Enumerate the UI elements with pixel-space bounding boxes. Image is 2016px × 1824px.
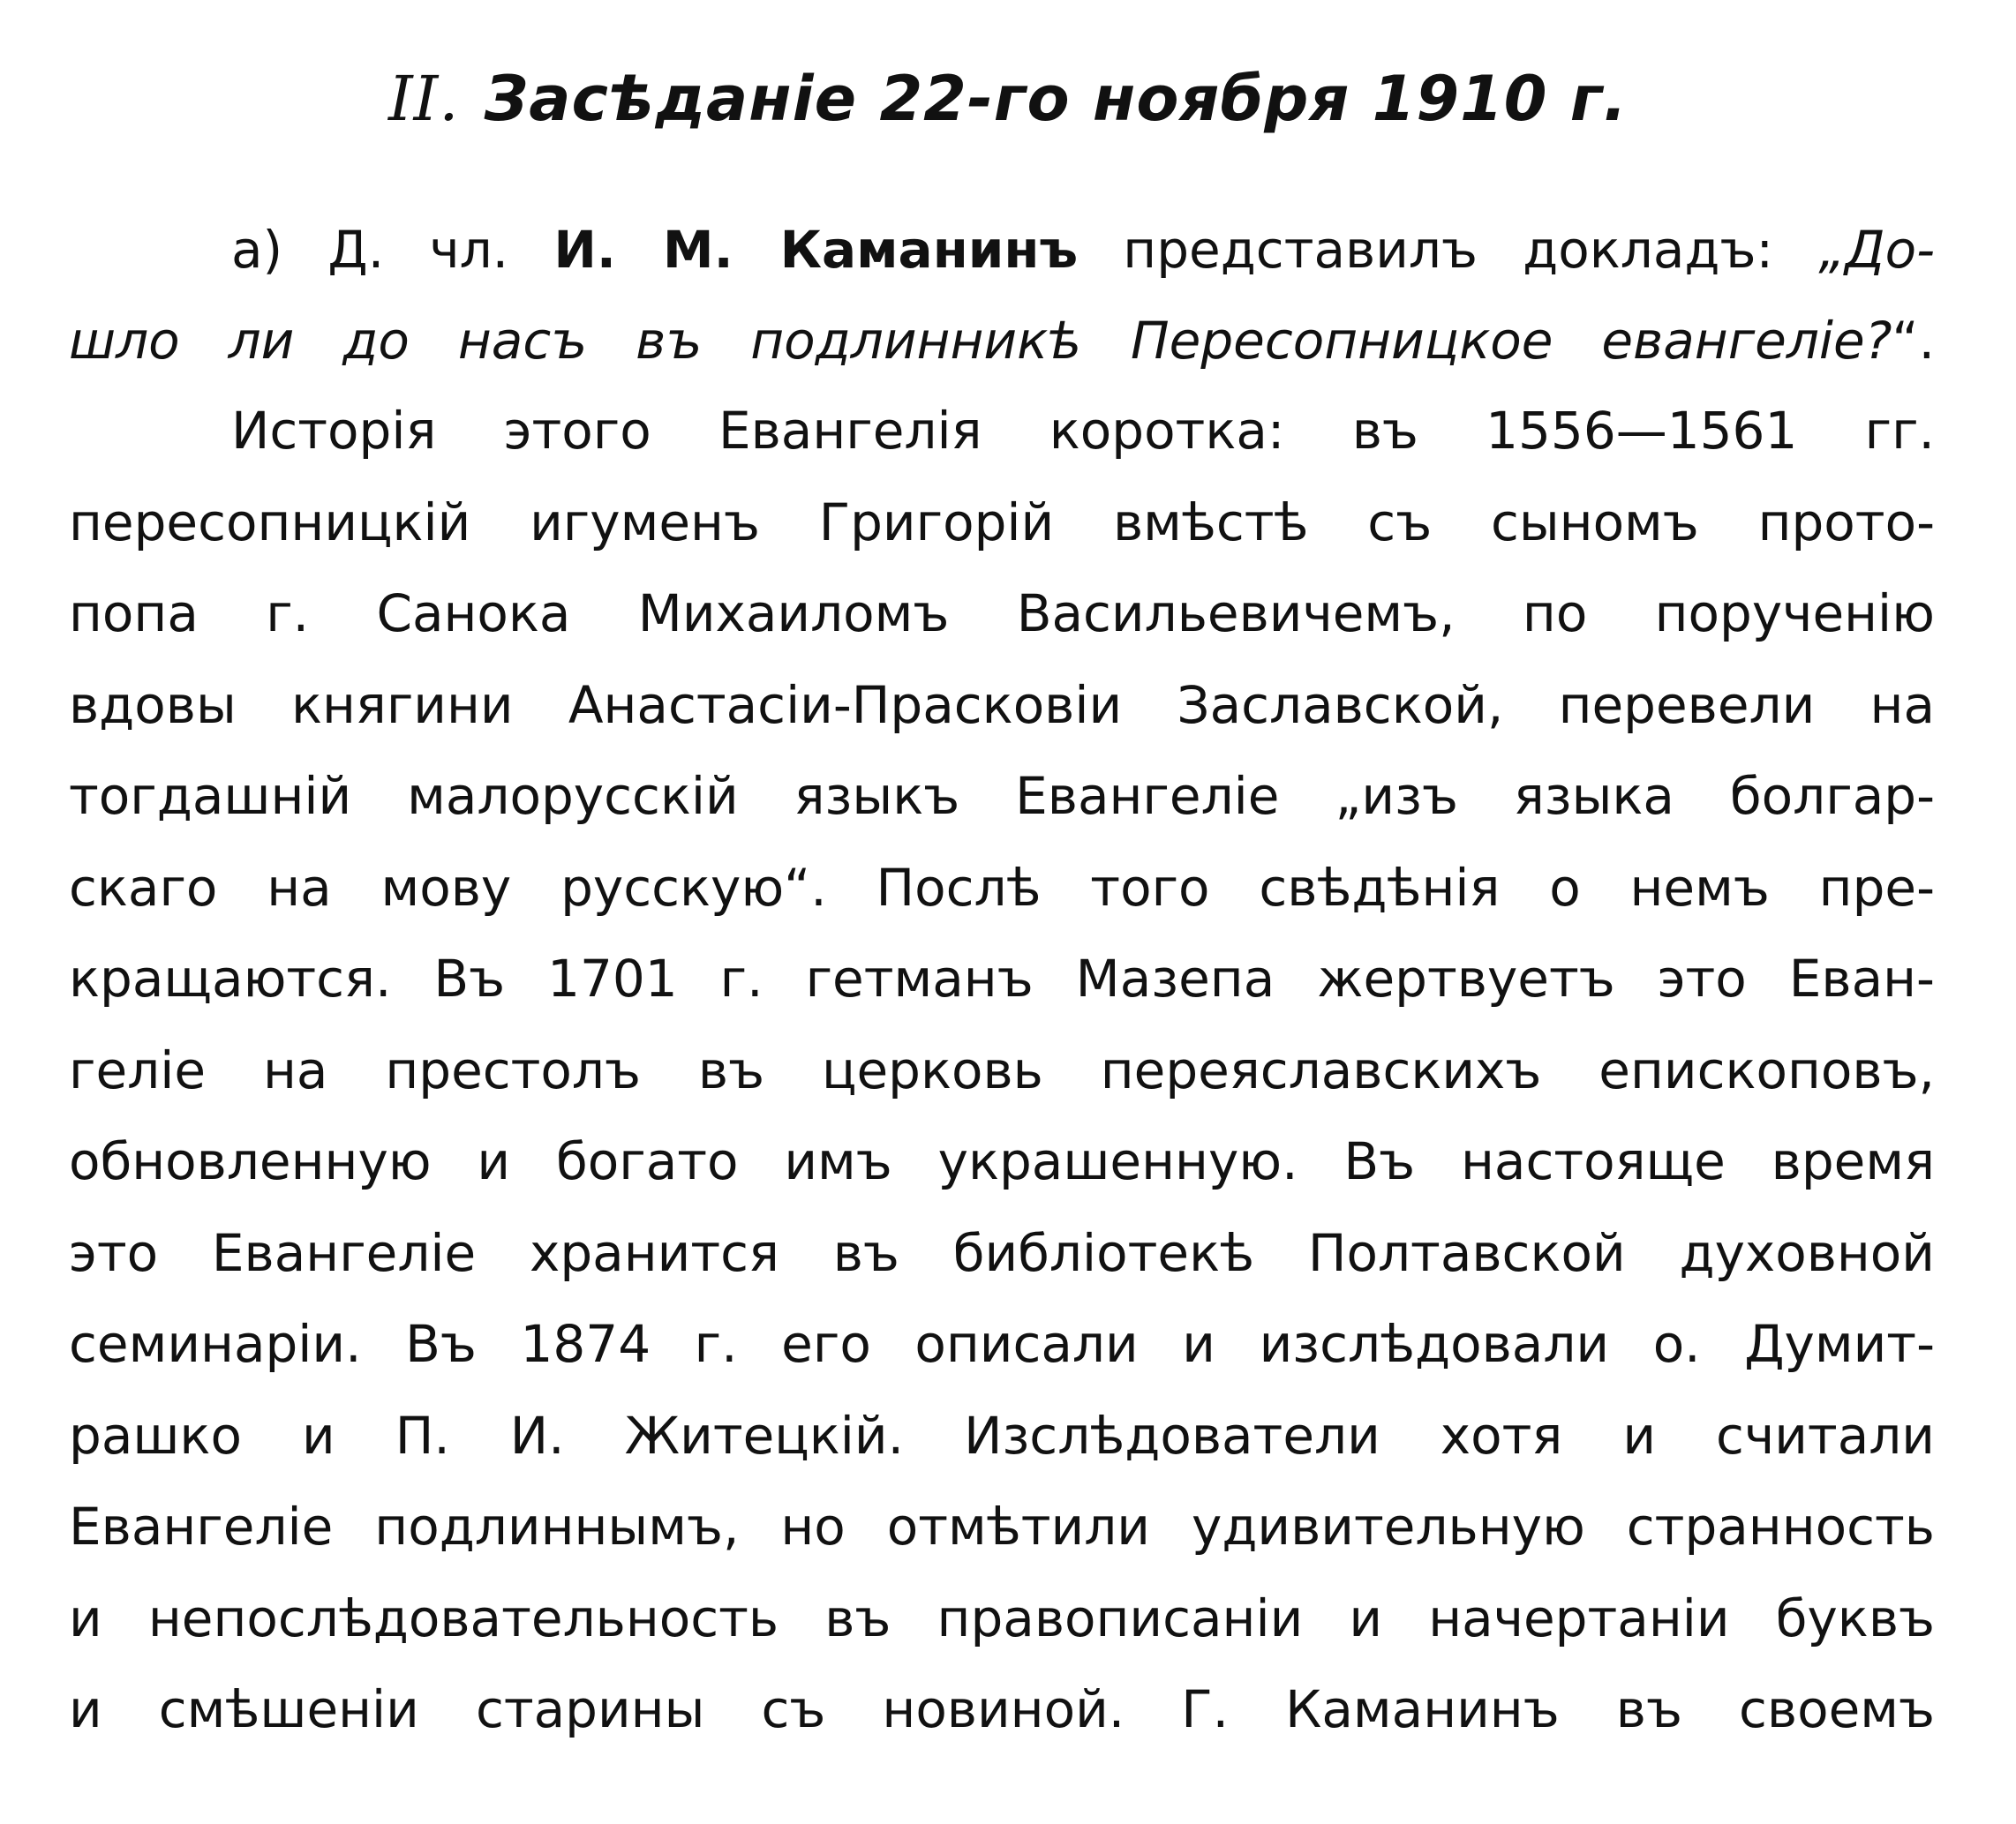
text-line-14: рашко и П. И. Житецкій. Изслѣдователи хотя и считали [69, 1406, 1935, 1466]
text-line-9: кращаются. Въ 1701 г. гетманъ Мазепа жертвуетъ это Еван- [69, 949, 1935, 1009]
text-line-8: скаго на мову русскую“. Послѣ того свѣдѣнія о немъ пре- [69, 858, 1935, 918]
section-heading [0, 55, 2016, 143]
text-line-6: вдовы княгини Анастасіи-Прасковіи Заславской, перевели на [69, 675, 1935, 735]
text-line-13: семинаріи. Въ 1874 г. его описали и изслѣдовали о. Думит- [69, 1314, 1935, 1374]
item-prefix: а) Д. чл. [231, 220, 509, 280]
text-line-2 [69, 305, 1935, 376]
text-line-4: пересопницкій игуменъ Григорій вмѣстѣ съ сыномъ прото- [69, 492, 1935, 552]
text-line-5: попа г. Санока Михаиломъ Васильевичемъ, по порученію [69, 583, 1935, 643]
report-verb: представилъ докладъ: [1123, 220, 1774, 280]
text-line-17: и смѣшеніи старины съ новиной. Г. Каманинъ въ своемъ [69, 1679, 1935, 1739]
report-title-end: шло ли до насъ въ подлинникѣ Пересопницкое евангеліе? [69, 311, 1892, 371]
report-title-closing: “. [1892, 311, 1935, 371]
text-line-12: это Евангеліе хранится въ библіотекѣ Полтавской духовной [69, 1223, 1935, 1283]
text-line-7: тогдашній малорусскій языкъ Евангеліе „изъ языка болгар- [69, 766, 1935, 826]
section-title: Засѣданіе 22-го ноября 1910 г. [484, 63, 1629, 135]
text-line-15: Евангеліе подлиннымъ, но отмѣтили удивительную странность [69, 1497, 1935, 1557]
text-line-16: и непослѣдовательность въ правописаніи и начертаніи буквъ [69, 1588, 1935, 1648]
author-name: И. М. Каманинъ [553, 220, 1079, 280]
text-line-10: геліе на престолъ въ церковь переяславскихъ епископовъ, [69, 1040, 1935, 1100]
section-number: II. [387, 63, 460, 135]
text-line-3: Исторія этого Евангелія коротка: въ 1556—1561 гг. [231, 401, 1935, 461]
text-line-11: обновленную и богато имъ украшенную. Въ настояще время [69, 1131, 1935, 1191]
text-line-1 [231, 214, 1935, 285]
report-title-start: „До- [1818, 220, 1935, 280]
